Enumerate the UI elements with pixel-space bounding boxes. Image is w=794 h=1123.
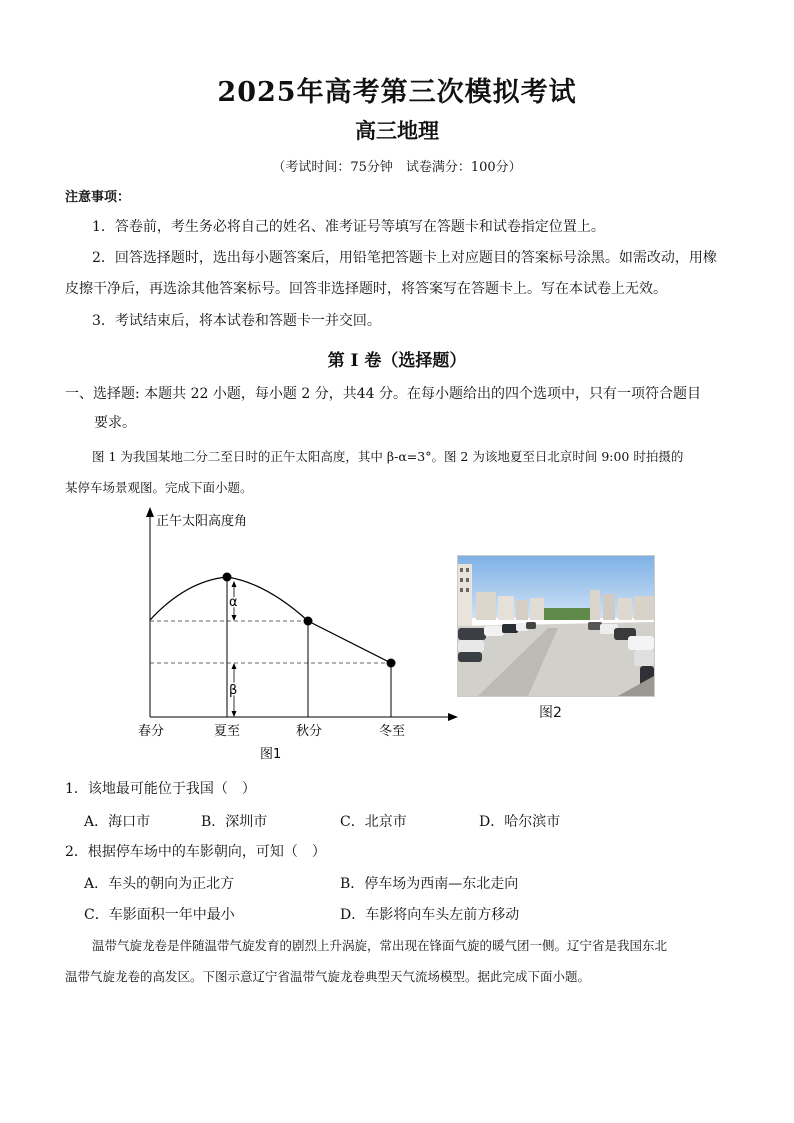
figure1-beta-label: β [229,683,238,698]
figure1-axes [146,507,458,721]
figure2-caption: 图2 [539,705,562,721]
passage2-line-2: 温带气旋龙卷的高发区。下图示意辽宁省温带气旋龙卷典型天气流场模型。据此完成下面小题。 [65,969,591,984]
notice-heading: 注意事项： [65,190,131,205]
figure2-photo [457,555,655,697]
figure1-point-winter [387,659,396,668]
figure1-point-autumn [304,617,313,626]
passage2-line-1: 温带气旋龙卷是伴随温带气旋发育的剧烈上升涡旋，常出现在锋面气旋的暖气团一侧。辽宁省是我国东北 [92,938,668,953]
section-title: 第 I 卷（选择题） [327,351,467,371]
notice-item-1: 1．答卷前，考生务必将自己的姓名、准考证号等填写在答题卡和试卷指定位置上。 [92,219,605,235]
parking-lot-image [458,556,654,696]
question-2-option-d[interactable]: D．车影将向车头左前方移动 [340,907,520,923]
question-1-option-d[interactable]: D．哈尔滨市 [479,814,561,830]
question-2-stem: 2．根据停车场中的车影朝向，可知（ ） [65,844,326,860]
question-1-option-a[interactable]: A．海口市 [84,814,151,830]
notice-item-2-line-1: 2．回答选择题时，选出每小题答案后，用铅笔把答题卡上对应题目的答案标号涂黑。如需改动，用橡 [92,250,717,266]
question-1-option-b[interactable]: B．深圳市 [201,814,268,830]
figure1-alpha-marker [229,581,238,621]
figure1-reference-lines [150,621,391,663]
section-instruction-line-1: 一、选择题: 本题共 22 小题，每小题 2 分，共44 分。在每小题给出的四个选项中，只有一项符合题目 [65,386,701,402]
notice-item-3: 3．考试结束后，将本试卷和答题卡一并交回。 [92,313,381,329]
figure1-x-ticks [138,723,405,739]
passage1-line-1: 图 1 为我国某地二分二至日时的正午太阳高度，其中 β-α=3°。图 2 为该地夏至日北京时间 9:00 时拍摄的 [92,449,684,464]
exam-subtitle: 高三地理 [355,118,439,143]
question-2-option-b[interactable]: B．停车场为西南—东北走向 [340,876,519,892]
figure1-alpha-label: α [229,595,238,610]
question-2-option-a[interactable]: A．车头的朝向为正北方 [84,876,235,892]
figure1-tick-autumn: 秋分 [296,724,323,739]
notice-item-2-line-2: 皮擦干净后，再选涂其他答案标号。回答非选择题时，将答案写在答题卡上。写在本试卷上无效。 [65,281,667,297]
figure1-tick-spring: 春分 [138,724,165,739]
section-instruction-line-2: 要求。 [94,415,136,431]
question-1-option-c[interactable]: C．北京市 [340,814,407,830]
exam-time-info: （考试时间：75分钟 试卷满分：100分） [272,160,522,175]
figure1-curve [150,577,391,663]
figure1-tick-summer: 夏至 [214,724,241,739]
exam-title: 2025年高考第三次模拟考试 [217,77,577,108]
question-2-option-c[interactable]: C．车影面积一年中最小 [84,907,235,923]
figure1-y-label: 正午太阳高度角 [156,514,248,529]
passage1-line-2: 某停车场景观图。完成下面小题。 [65,480,253,495]
figure1-tick-winter: 冬至 [379,724,406,739]
figure1-point-summer [223,573,232,582]
figure1-beta-marker [229,663,237,717]
question-1-stem: 1．该地最可能位于我国（ ） [65,781,256,797]
figure1-caption: 图1 [260,747,282,762]
figure1-chart [136,505,466,767]
figure1-verticals [227,577,391,717]
